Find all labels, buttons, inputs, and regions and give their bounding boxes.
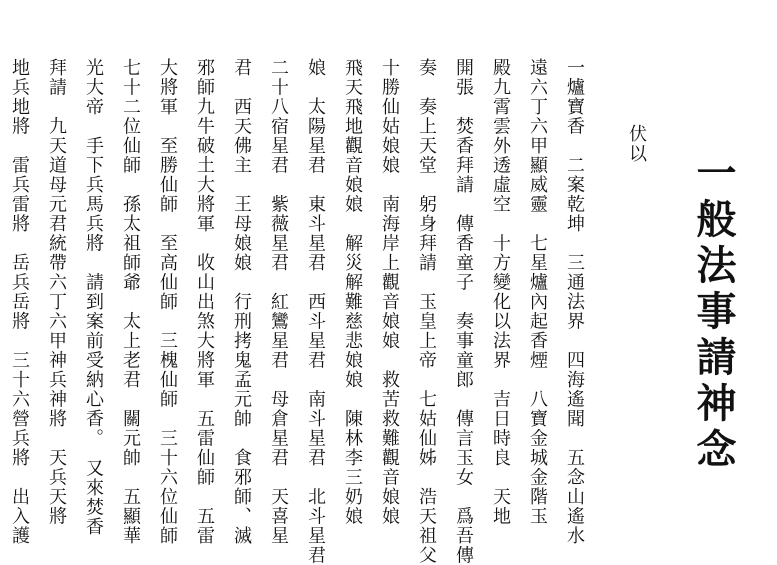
text-column: 地兵地將 雷兵雷將 岳兵岳將 三十六營兵將 出入護: [9, 58, 30, 546]
text-column: 一爐寶香 二案乾坤 三通法界 四海遙聞 五念山遙水: [564, 58, 585, 546]
invocation-body: [0, 58, 593, 565]
text-column: 邪師九牛破土大將軍 收山出煞大將軍 五雷仙師 五雷: [194, 58, 215, 546]
text-column: 拜請 九天道母元君統帶六丁六甲神兵神將 天兵天將: [46, 58, 67, 526]
text-column: 二十八宿星君 紫薇星君 紅鸞星君 母倉星君 天喜星: [268, 58, 289, 546]
text-column: 娘 太陽星君 東斗星君 西斗星君 南斗星君 北斗星君: [305, 58, 326, 565]
text-column: [0, 58, 1, 518]
invocation-opening: 伏以: [626, 124, 647, 164]
text-column: 君 西天佛主 王母娘娘 行刑拷鬼孟元帥 食邪師、滅: [231, 58, 252, 546]
text-column: 飛天飛地觀音娘娘 解災解難慈悲娘娘 陳林李三奶娘: [342, 58, 363, 526]
text-column: 大將軍 至勝仙師 至高仙師 三槐仙師 三十六位仙師: [157, 58, 178, 546]
text-column: 七十二位仙師 孫太祖師爺 太上老君 關元帥 五顯華: [120, 58, 141, 546]
text-column: 光大帝 手下兵馬兵將 請到案前受納心香。 又來焚香: [83, 58, 104, 537]
text-column: 殿九霄雲外透虛空 十方變化以法界 吉日時良 天地: [490, 58, 511, 526]
text-column: 十勝仙姑娘娘 南海岸上觀音娘娘 救苦救難觀音娘娘: [379, 58, 400, 526]
text-column: 奏 奏上天堂 躬身拜請 玉皇上帝 七姑仙姊 浩天祖父: [416, 58, 437, 565]
document-title: 一般法事請神念: [690, 152, 737, 474]
text-column: 開張 焚香拜請 傳香童子 奏事童郎 傳言玉女 爲吾傳: [453, 58, 474, 565]
text-column: 遠六丁六甲顯威靈 七星爐內起香煙 八寶金城金階玉: [527, 58, 548, 526]
